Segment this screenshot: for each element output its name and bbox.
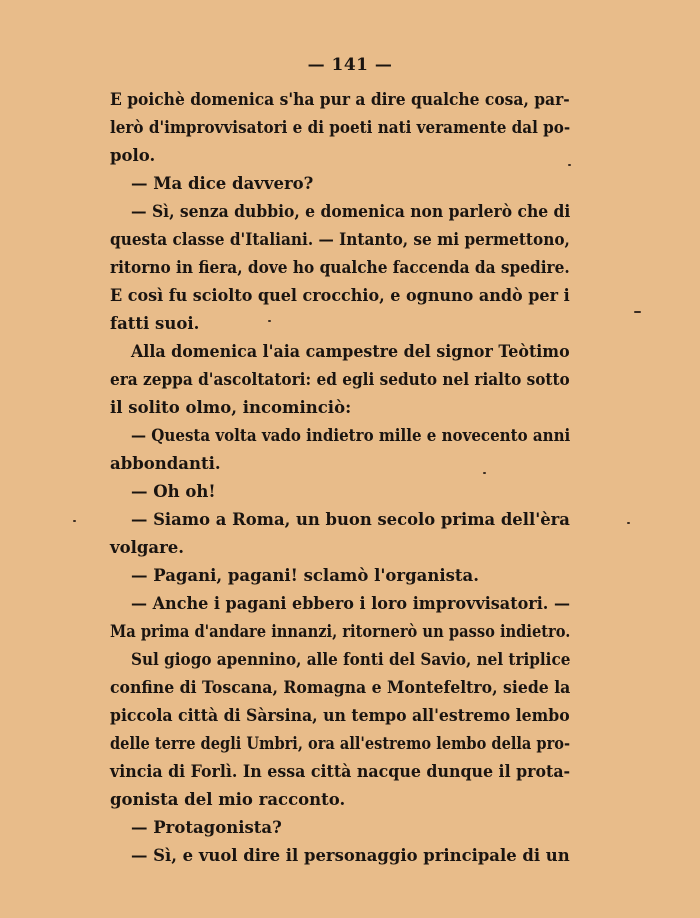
text-line: lerò d'improvvisatori e di poeti nati veramente dal po-: [110, 118, 571, 137]
paper-speck: [627, 522, 630, 524]
paper-speck: [634, 311, 641, 313]
text-line: era zeppa d'ascoltatori: ed egli seduto nel rialto sotto: [110, 370, 570, 389]
text-line: — Questa volta vado indietro mille e novecento anni: [131, 426, 571, 445]
paper-speck: [268, 320, 271, 322]
text-line: fatti suoi.: [110, 314, 200, 333]
text-line: E così fu sciolto quel crocchio, e ognuno andò per i: [110, 286, 570, 305]
text-line: Ma prima d'andare innanzi, ritornerò un passo indietro.: [110, 622, 571, 641]
paper-speck: [568, 164, 571, 166]
text-line: — Sì, e vuol dire il personaggio principale di un: [131, 846, 570, 865]
text-line: polo.: [110, 146, 156, 165]
text-line: — Oh oh!: [131, 482, 216, 501]
text-line: volgare.: [110, 538, 185, 557]
text-line: — Anche i pagani ebbero i loro improvvisatori. —: [131, 594, 570, 613]
text-line: vincia di Forlì. In essa città nacque dunque il prota-: [110, 762, 571, 781]
text-line: E poichè domenica s'ha pur a dire qualche cosa, par-: [110, 90, 570, 109]
text-line: — Protagonista?: [131, 818, 282, 837]
text-line: il solito olmo, incominciò:: [110, 398, 352, 417]
text-line: delle terre degli Umbri, ora all'estremo lembo della pro-: [110, 734, 571, 753]
text-line: piccola città di Sàrsina, un tempo all'estremo lembo: [110, 706, 570, 725]
text-line: — Pagani, pagani! sclamò l'organista.: [131, 566, 479, 585]
text-line: — Siamo a Roma, un buon secolo prima dell'èra: [131, 510, 570, 529]
paper-speck: [483, 472, 486, 474]
text-line: questa classe d'Italiani. — Intanto, se mi permettono,: [110, 230, 570, 249]
paper-speck: [73, 520, 76, 522]
text-line: — Sì, senza dubbio, e domenica non parlerò che di: [131, 202, 571, 221]
text-line: confine di Toscana, Romagna e Montefeltro, siede la: [110, 678, 571, 697]
text-line: ritorno in fiera, dove ho qualche faccenda da spedire.: [110, 258, 570, 277]
text-line: gonista del mio racconto.: [110, 790, 346, 809]
page-number: — 141 —: [307, 55, 393, 75]
text-line: — Ma dice davvero?: [131, 174, 314, 193]
text-line: abbondanti.: [110, 454, 221, 473]
text-line: Sul giogo apennino, alle fonti del Savio, nel triplice: [131, 650, 571, 669]
text-line: Alla domenica l'aia campestre del signor Teòtimo: [131, 342, 570, 361]
